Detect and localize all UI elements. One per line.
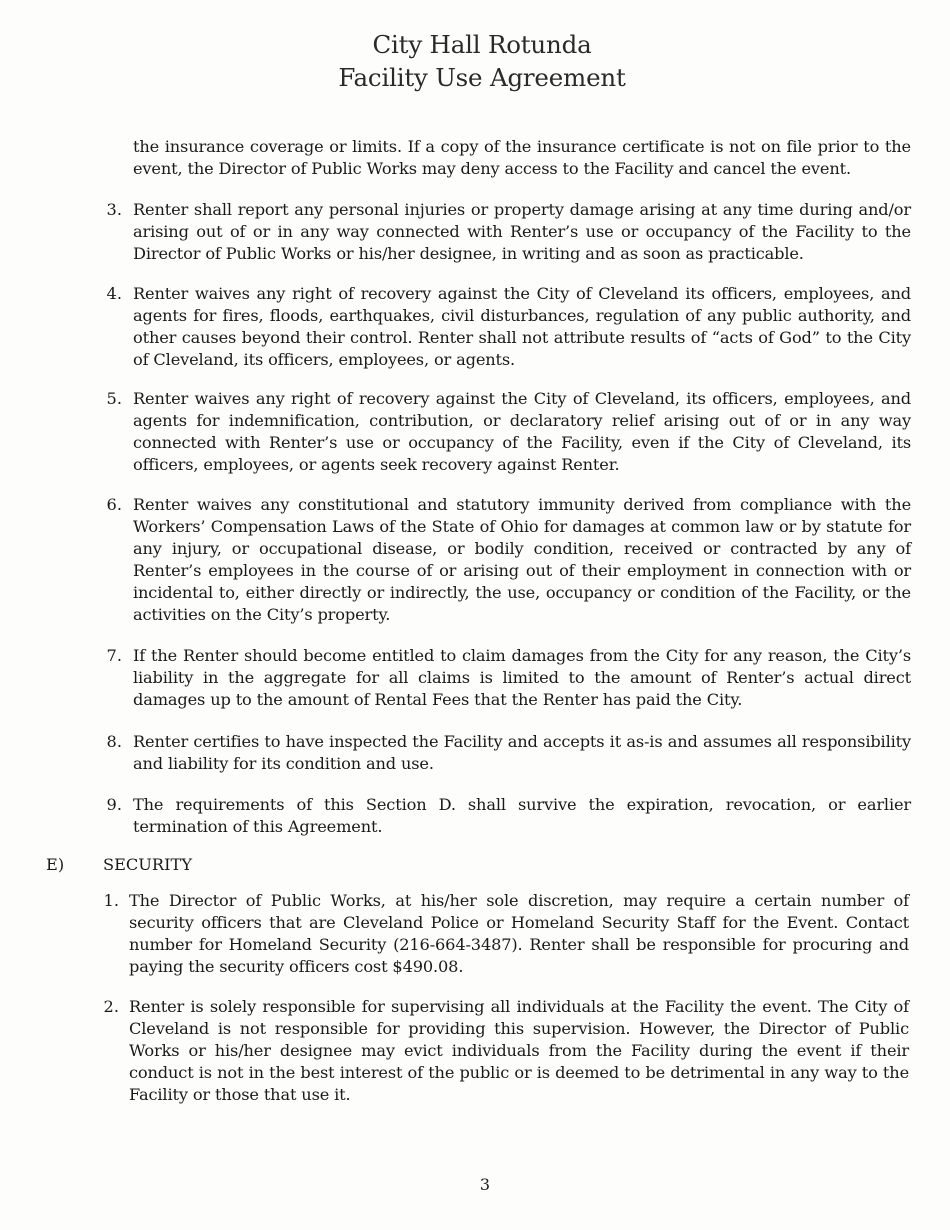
item-number: 3. <box>106 200 122 219</box>
list-item: Renter waives any right of recovery against the City of Cleveland, its officers, employees, and agents for indemnification, contribution, or declaratory relief arising out of or in any way connected with Renter’s use or occupancy of the Facility, even if the City of Cleveland, its officers, employees, or agents seek recovery against Renter. <box>133 389 911 474</box>
section-letter: E) <box>46 855 65 874</box>
document-title-line1: City Hall Rotunda <box>372 30 592 59</box>
section-heading: SECURITY <box>103 855 192 874</box>
item-number: 9. <box>106 795 122 814</box>
list-item: Renter waives any constitutional and statutory immunity derived from compliance with the Workers’ Compensation Laws of the State of Ohio for damages at common law or by statute for any injury, or occupational disease, or bodily condition, received or contracted by any of Renter’s employees in the course of or arising out of their employment in connection with or incidental to, either directly or indirectly, the use, occupancy or condition of the Facility, or the activities on the City’s property. <box>133 495 911 624</box>
item-number: 6. <box>106 495 122 514</box>
item-number: 8. <box>106 732 122 751</box>
list-item: The Director of Public Works, at his/her sole discretion, may require a certain number of security officers that are Cleveland Police or Homeland Security Staff for the Event. Contact number for Homeland Security (216-664-3487). Renter shall be responsible for procuring and paying the security officers cost $490.08. <box>129 891 909 976</box>
list-item: Renter certifies to have inspected the Facility and accepts it as-is and assumes all responsibility and liability for its condition and use. <box>133 732 911 773</box>
document-title-line2: Facility Use Agreement <box>338 63 626 92</box>
item-number: 5. <box>106 389 122 408</box>
list-item: Renter waives any right of recovery against the City of Cleveland its officers, employees, and agents for fires, floods, earthquakes, civil disturbances, regulation of any public authority, and other causes beyond their control. Renter shall not attribute results of “acts of God” to the City of Cleveland, its officers, employees, or agents. <box>133 284 911 369</box>
list-item: Renter is solely responsible for supervising all individuals at the Facility the event. The City of Cleveland is not responsible for providing this supervision. However, the Director of Public Works or his/her designee may evict individuals from the Facility during the event if their conduct is not in the best interest of the public or is deemed to be detrimental in any way to the Facility or those that use it. <box>129 997 909 1104</box>
item-number: 1. <box>103 891 119 910</box>
list-item: The requirements of this Section D. shall survive the expiration, revocation, or earlier termination of this Agreement. <box>133 795 911 836</box>
item-number: 7. <box>106 646 122 665</box>
list-item: If the Renter should become entitled to claim damages from the City for any reason, the City’s liability in the aggregate for all claims is limited to the amount of Renter’s actual direct damages up to the amount of Rental Fees that the Renter has paid the City. <box>133 646 911 709</box>
page-number: 3 <box>479 1175 491 1194</box>
list-item: Renter shall report any personal injuries or property damage arising at any time during and/or arising out of or in any way connected with Renter’s use or occupancy of the Facility to the Director of Public Works or his/her designee, in writing and as soon as practicable. <box>133 200 911 263</box>
continuation-paragraph: the insurance coverage or limits. If a copy of the insurance certificate is not on file prior to the event, the Director of Public Works may deny access to the Facility and cancel the event. <box>133 137 911 178</box>
item-number: 2. <box>103 997 119 1016</box>
item-number: 4. <box>106 284 122 303</box>
